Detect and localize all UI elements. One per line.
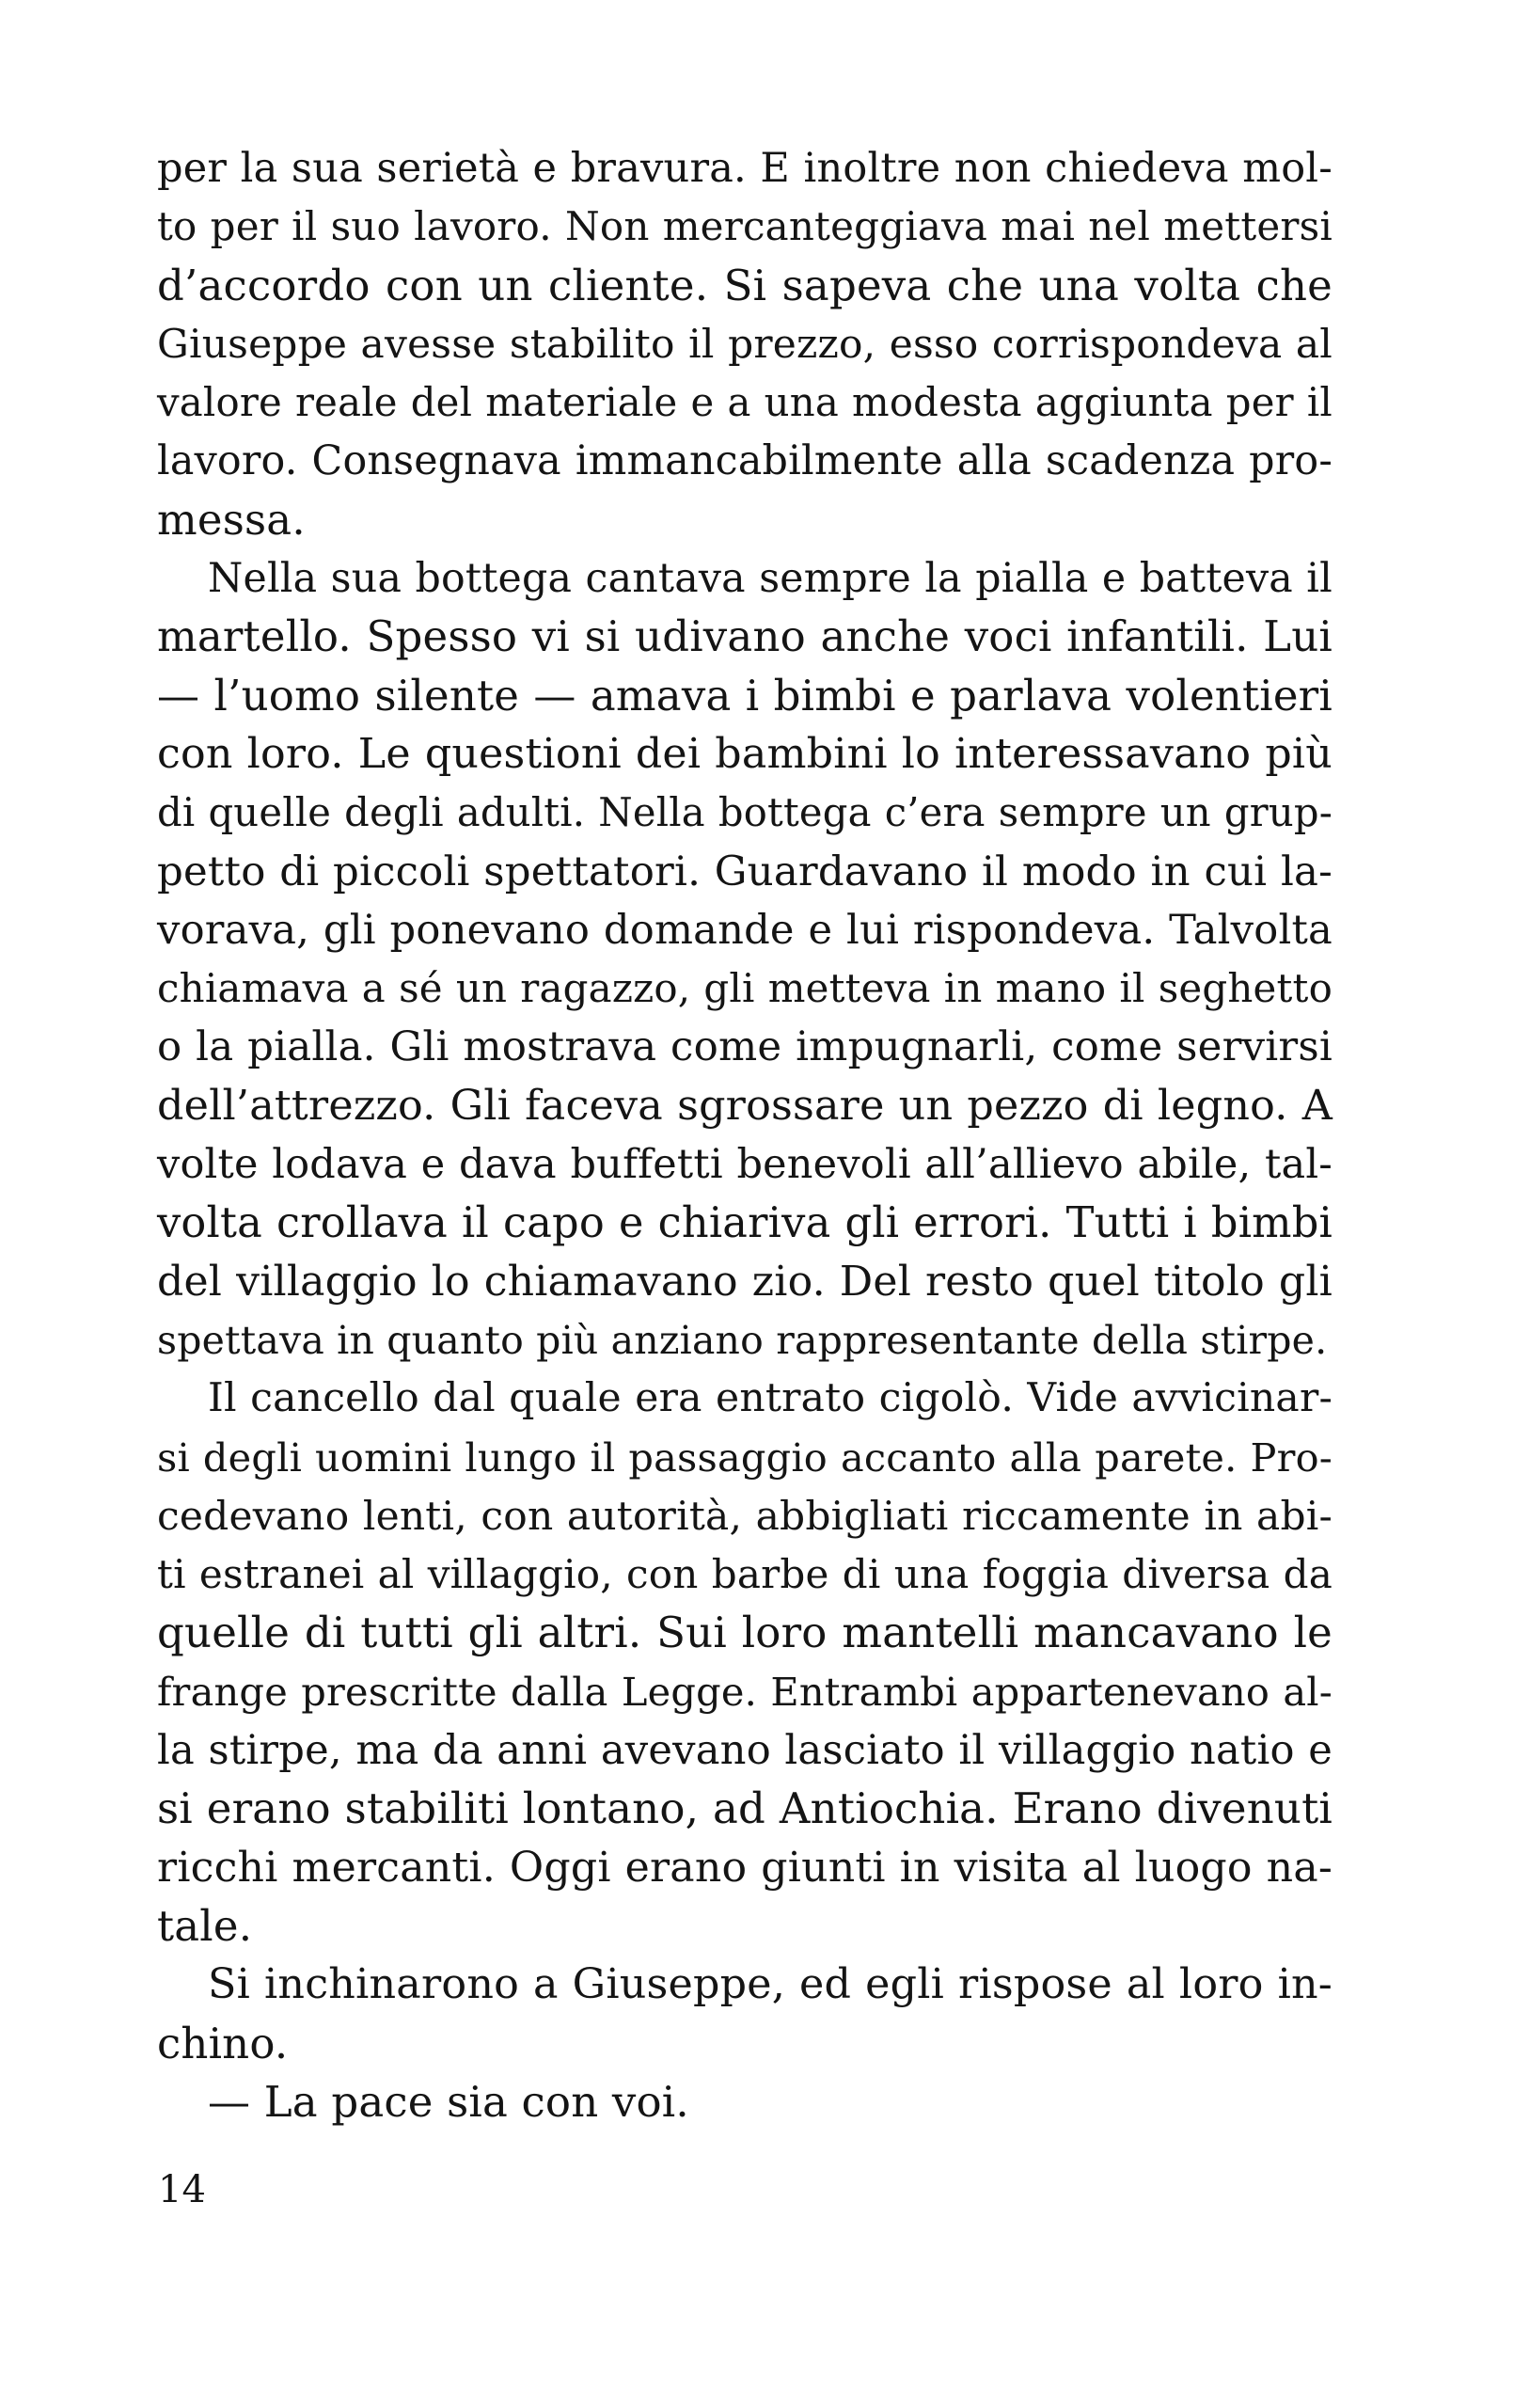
text-line: messa. [157,494,306,545]
text-line: frange prescritte dalla Legge. Entrambi appartenevano al- [157,1668,1333,1715]
text-line: del villaggio lo chiamavano zio. Del resto quel titolo gli [157,1257,1333,1306]
text-line: Nella sua bottega cantava sempre la pialla e batteva il [208,555,1333,603]
text-line: volta crollava il capo e chiariva gli errori. Tutti i bimbi [157,1198,1333,1248]
text-line: valore reale del materiale e a una modesta aggiunta per il [157,379,1333,426]
text-line: ti estranei al villaggio, con barbe di una foggia diversa da [157,1551,1333,1598]
text-line: spettava in quanto più anziano rappresentante della stirpe. [157,1317,1328,1363]
text-line: Giuseppe avesse stabilito il prezzo, esso corrispondeva al [157,320,1333,367]
text-line: — l’uomo silente — amava i bimbi e parlava volentieri [157,670,1333,721]
text-line: o la pialla. Gli mostrava come impugnarli, come servirsi [157,1023,1333,1071]
text-line: si degli uomini lungo il passaggio accanto alla parete. Pro- [157,1434,1333,1481]
text-line: ricchi mercanti. Oggi erano giunti in visita al luogo na- [157,1843,1333,1892]
text-line: d’accordo con un cliente. Si sapeva che una volta che [157,260,1333,310]
text-line: to per il suo lavoro. Non mercanteggiava mai nel mettersi [157,203,1333,250]
text-line: Si inchinarono a Giuseppe, ed egli rispose al loro in- [208,1960,1333,2009]
text-line: martello. Spesso vi si udivano anche voci infantili. Lui [157,611,1333,662]
text-line: si erano stabiliti lontano, ad Antiochia. Erano divenuti [157,1783,1333,1834]
text-line: per la sua serietà e bravura. E inoltre non chiedeva mol- [157,145,1333,192]
text-line: vorava, gli ponevano domande e lui rispondeva. Talvolta [157,906,1333,954]
text-line: Il cancello dal quale era entrato cigolò. Vide avvicinar- [208,1375,1333,1422]
text-line: volte lodava e dava buffetti benevoli all’allievo abile, tal- [157,1141,1333,1189]
text-line: con loro. Le questioni dei bambini lo interessavano più [157,729,1333,778]
page-number: 14 [158,2168,206,2211]
text-line: di quelle degli adulti. Nella bottega c’era sempre un grup- [157,789,1333,836]
text-line: chino. [157,2018,289,2068]
text-line: tale. [157,1900,253,1951]
text-line: dell’attrezzo. Gli faceva sgrossare un pezzo di legno. A [157,1081,1333,1130]
text-line: quelle di tutti gli altri. Sui loro mantelli mancavano le [157,1608,1333,1658]
text-line: la stirpe, ma da anni avevano lasciato il villaggio natio e [157,1727,1333,1775]
text-line: chiamava a sé un ragazzo, gli metteva in mano il seghetto [157,965,1333,1012]
body-text [157,139,1333,2131]
text-line: lavoro. Consegnava immancabilmente alla scadenza pro- [157,437,1333,485]
text-line: — La pace sia con voi. [208,2076,689,2127]
text-line: cedevano lenti, con autorità, abbigliati riccamente in abi- [157,1492,1333,1539]
text-line: petto di piccoli spettatori. Guardavano il modo in cui la- [157,848,1333,895]
